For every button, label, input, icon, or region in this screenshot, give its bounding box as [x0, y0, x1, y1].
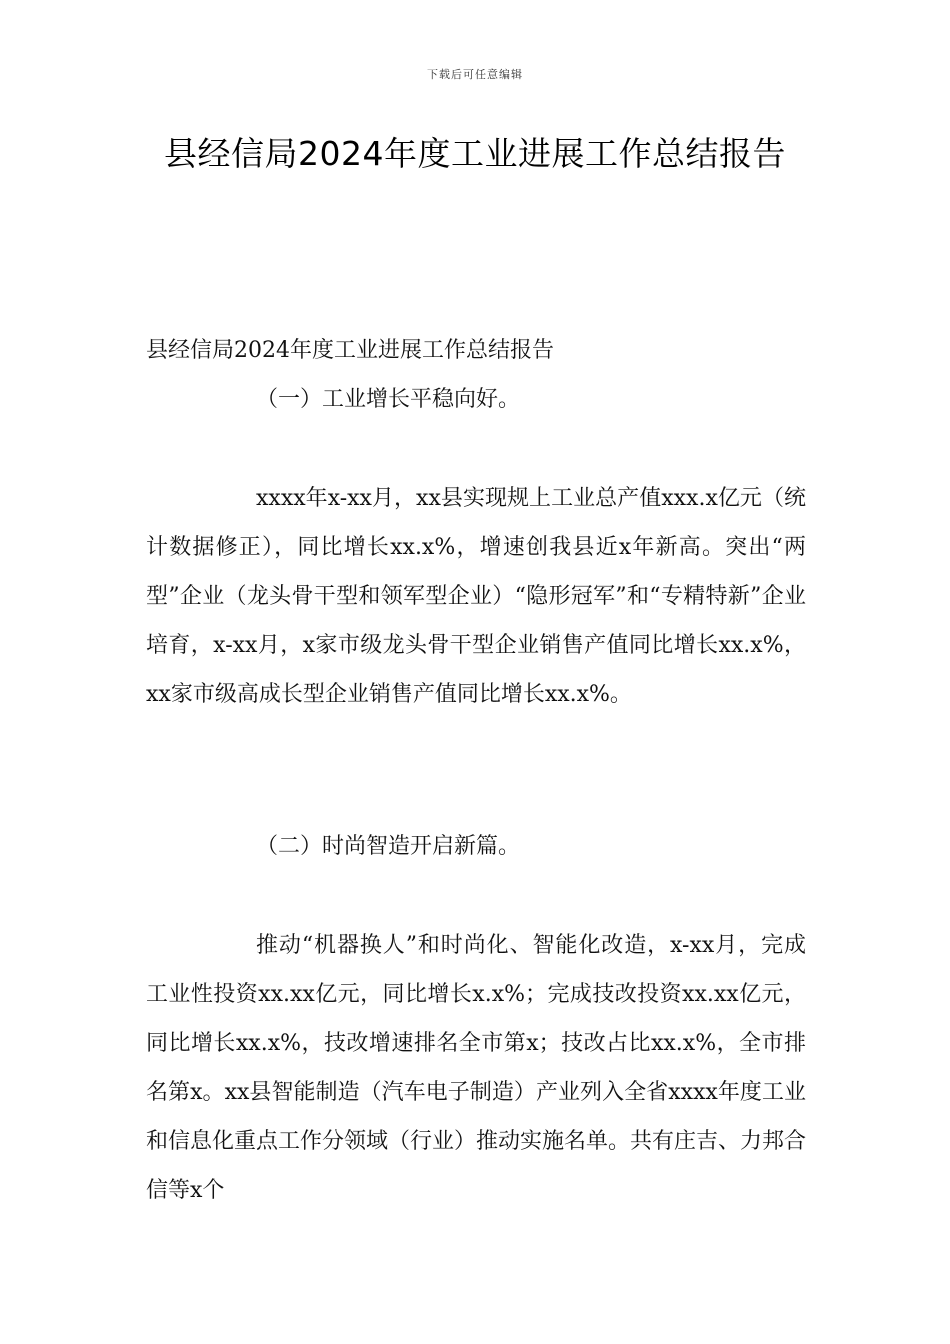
document-title: 县经信局2024年度工业进展工作总结报告 — [164, 134, 786, 173]
section-heading-2: （二）时尚智造开启新篇。 — [256, 834, 521, 859]
body-title: 县经信局2024年度工业进展工作总结报告 — [146, 338, 554, 363]
section-paragraph-1: xxxx年x-xx月，xx县实现规上工业总产值xxx.x亿元（统计数据修正），同比增长xx.x%，增速创我县近x年新高。突出“两型”企业（龙头骨干型和领军型企业）“隐形冠军”和“专精特新”企业培育，x-xx月，x家市级龙头骨干型企业销售产值同比增长xx.x%，xx家市级高成长型企业销售产值同比增长xx.x%。 — [146, 486, 806, 707]
header-note: 下载后可任意编辑 — [427, 68, 523, 81]
section-paragraph-2: 推动“机器换人”和时尚化、智能化改造，x-xx月，完成工业性投资xx.xx亿元，同比增长x.x%；完成技改投资xx.xx亿元，同比增长xx.x%，技改增速排名全市第x；技改占比xx.x%，全市排名第x。xx县智能制造（汽车电子制造）产业列入全省xxxx年度工业和信息化重点工作分领域（行业）推动实施名单。共有庄吉、力邦合信等x个 — [146, 933, 807, 1203]
section-heading-1: （一）工业增长平稳向好。 — [256, 387, 521, 412]
